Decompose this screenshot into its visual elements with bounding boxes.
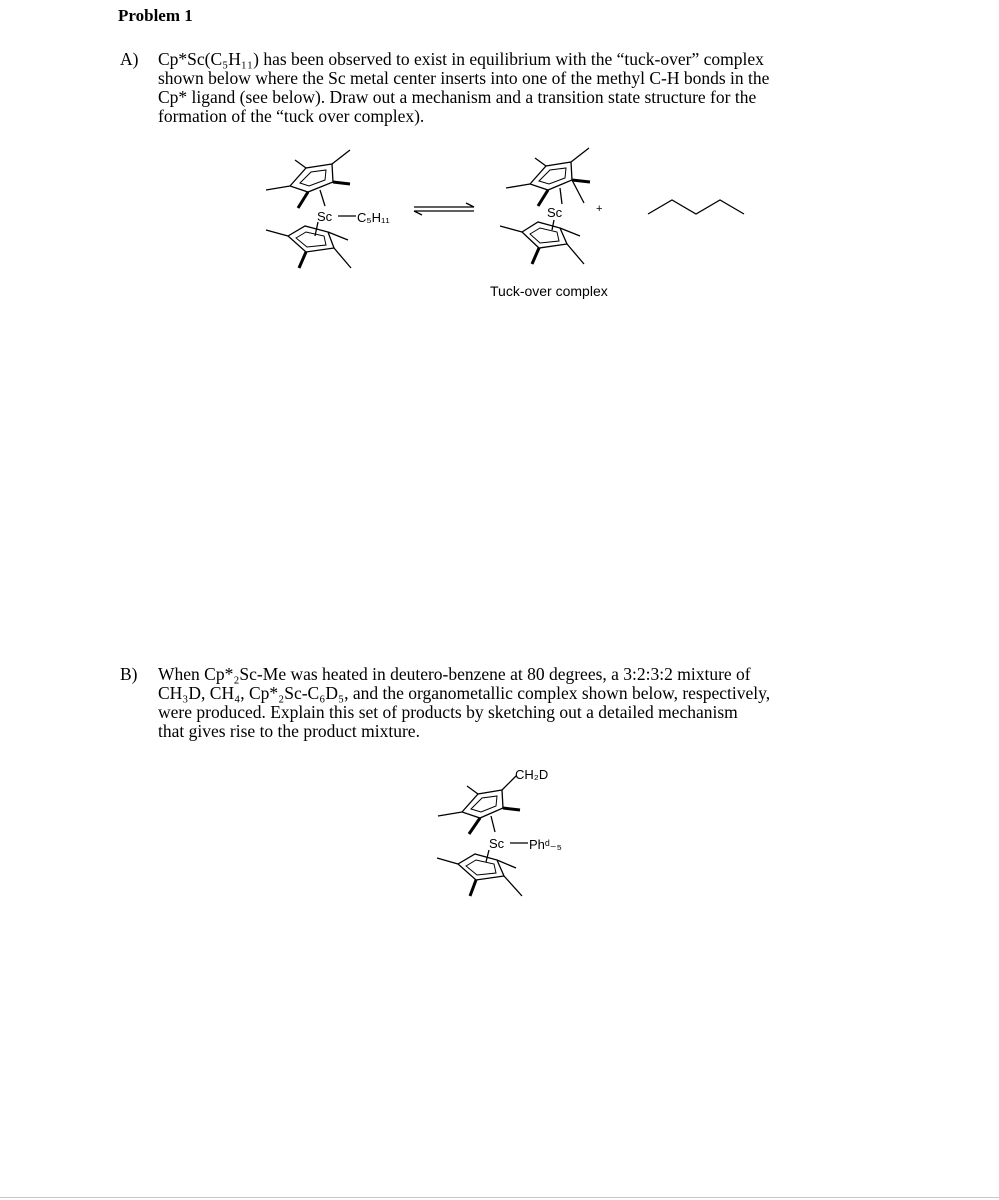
product-bottom-cp-ring: [500, 220, 584, 264]
tuck-over-caption: Tuck-over complex: [490, 283, 608, 299]
part-a-line-4: formation of the “tuck over complex).: [158, 106, 425, 126]
part-b-bottom-cp-ring: [437, 850, 522, 896]
part-b-line-2: CH₃D, CH₄, Cp*₂Sc-C₆D₅, and the organometallic complex shown below, respectively,: [158, 683, 771, 703]
part-a-scheme: [0, 0, 999, 330]
ch2d-label: CH₂D: [515, 767, 549, 782]
page-bottom-divider: [0, 1197, 999, 1198]
equilibrium-arrows: [414, 203, 474, 215]
part-a-line-2: shown below where the Sc metal center inserts into one of the methyl C-H bonds in the: [158, 68, 770, 88]
part-b-question: [120, 665, 980, 745]
reactant-top-cp-ring: [266, 150, 350, 208]
problem-title: Problem 1: [118, 6, 193, 25]
part-b-line-4: that gives rise to the product mixture.: [158, 721, 420, 741]
part-b-line-1: When Cp*₂Sc-Me was heated in deutero-benzene at 80 degrees, a 3:2:3:2 mixture of: [158, 664, 751, 684]
part-b-scheme: [0, 740, 999, 920]
reactant-c5h11-label: C₅H₁₁: [357, 210, 390, 225]
plus-sign: +: [596, 203, 603, 215]
part-a-label: A): [120, 49, 139, 69]
part-b-text: [158, 665, 770, 741]
part-a-line-3: Cp* ligand (see below). Draw out a mechanism and a transition state structure for the: [158, 87, 757, 107]
reactant-sc-label: Sc: [317, 209, 333, 224]
part-a-line-1: Cp*Sc(C₅H₁₁) has been observed to exist in equilibrium with the “tuck-over” complex: [158, 49, 764, 69]
part-b-top-cp-ring: [438, 776, 520, 834]
phd5-label: Phᵈ₋₅: [529, 837, 562, 852]
part-b-label: B): [120, 664, 138, 684]
part-b-sc-label: Sc: [489, 836, 505, 851]
pentane-skeleton: [648, 200, 744, 214]
product-sc-label: Sc: [547, 205, 563, 220]
product-top-cp-ring: [506, 148, 590, 206]
part-b-line-3: were produced. Explain this set of products by sketching out a detailed mechanism: [158, 702, 738, 722]
reactant-bottom-cp-ring: [266, 222, 351, 268]
